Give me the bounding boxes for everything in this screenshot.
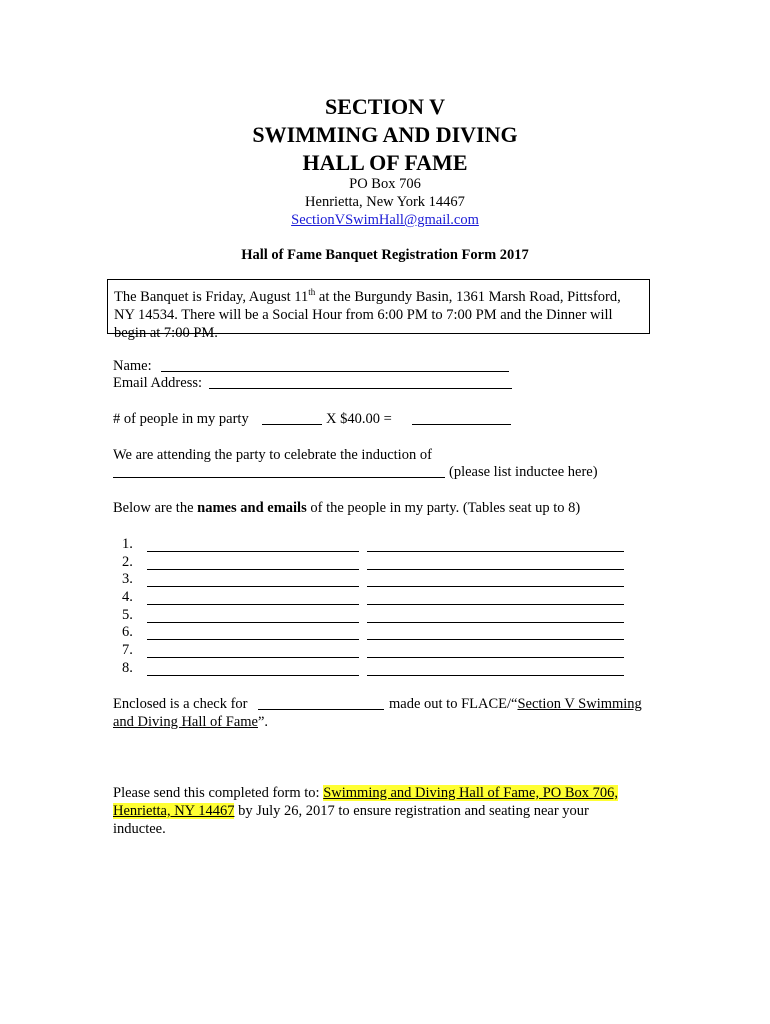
guest-number: 1.: [122, 536, 133, 552]
send-prefix: Please send this completed form to:: [113, 785, 324, 801]
party-count-field[interactable]: [262, 411, 322, 425]
total-amount-field[interactable]: [412, 411, 511, 425]
guest-name-field[interactable]: [147, 675, 359, 676]
name-row: [113, 357, 152, 375]
guest-email-field[interactable]: [367, 657, 624, 658]
notice-superscript: th: [308, 287, 316, 297]
price-text: X $40.00 =: [326, 411, 392, 427]
send-line-1: [113, 784, 618, 802]
check-middle-line: [389, 695, 642, 713]
notice-text-part1: The Banquet is Friday, August 11: [114, 288, 309, 305]
guest-name-field[interactable]: [147, 569, 359, 570]
email-address-label: Email Address:: [113, 375, 203, 391]
party-label: # of people in my party: [113, 411, 249, 427]
heading-section: SECTION V: [324, 94, 446, 119]
guest-email-field[interactable]: [367, 639, 624, 640]
check-middle: made out to FLACE/“: [389, 696, 518, 712]
guest-email-field[interactable]: [367, 622, 624, 623]
send-line-3: inductee.: [113, 821, 166, 837]
mailing-address-highlight-2: Henrietta, NY 14467: [113, 803, 235, 819]
form-title: Hall of Fame Banquet Registration Form 2017: [241, 247, 529, 263]
guest-email-field[interactable]: [367, 569, 624, 570]
party-list-suffix: of the people in my party. (Tables seat up to 8): [306, 500, 581, 516]
guest-number: 6.: [122, 624, 133, 640]
guest-number: 7.: [122, 642, 133, 658]
guest-name-field[interactable]: [147, 551, 359, 552]
guest-number: 8.: [122, 660, 133, 676]
banquet-notice-box: [107, 279, 650, 341]
guest-email-field[interactable]: [367, 675, 624, 676]
heading-swimming-diving: SWIMMING AND DIVING: [252, 122, 518, 147]
induction-text: We are attending the party to celebrate the induction of: [113, 447, 432, 463]
inductee-hint: (please list inductee here): [449, 464, 598, 480]
guest-name-field[interactable]: [147, 622, 359, 623]
guest-name-field[interactable]: [147, 639, 359, 640]
guest-number: 3.: [122, 571, 133, 587]
payee-name-part2: and Diving Hall of Fame: [113, 714, 258, 730]
check-end: ”.: [257, 714, 269, 730]
check-second-line: [113, 713, 268, 731]
name-field[interactable]: [161, 358, 509, 372]
email-address-field[interactable]: [209, 375, 512, 389]
guest-number: 4.: [122, 589, 133, 605]
name-label: Name:: [113, 358, 152, 374]
inductee-field[interactable]: [113, 464, 445, 478]
send-suffix: by July 26, 2017 to ensure registration and seating near your: [234, 803, 589, 819]
guest-email-field[interactable]: [367, 586, 624, 587]
email-address-row: [113, 374, 202, 392]
guest-name-field[interactable]: [147, 586, 359, 587]
check-amount-field[interactable]: [258, 696, 384, 710]
notice-text-part2: at the Burgundy Basin, 1361 Marsh Road, Pittsford, NY 14534. There will be a Social Hour from 6:00 PM to 7:00 PM and the Dinner will begin at 7:00 PM.: [114, 288, 621, 341]
guest-email-field[interactable]: [367, 604, 624, 605]
email-line: [0, 211, 770, 229]
payee-name-part1: Section V Swimming: [517, 696, 642, 712]
party-list-prefix: Below are the: [113, 500, 198, 516]
guest-number: 5.: [122, 607, 133, 623]
party-list-bold: names and emails: [197, 500, 307, 516]
party-list-intro: [113, 499, 580, 517]
city-address: Henrietta, New York 14467: [305, 194, 465, 210]
email-link[interactable]: SectionVSwimHall@gmail.com: [291, 212, 479, 228]
po-box: PO Box 706: [349, 176, 421, 192]
guest-name-field[interactable]: [147, 657, 359, 658]
mailing-address-highlight-1: Swimming and Diving Hall of Fame, PO Box 706,: [323, 785, 619, 801]
guest-email-field[interactable]: [367, 551, 624, 552]
guest-number: 2.: [122, 554, 133, 570]
heading-hall-of-fame: HALL OF FAME: [302, 150, 468, 175]
send-line-2: [113, 802, 589, 820]
check-prefix: Enclosed is a check for: [113, 696, 248, 712]
guest-name-field[interactable]: [147, 604, 359, 605]
